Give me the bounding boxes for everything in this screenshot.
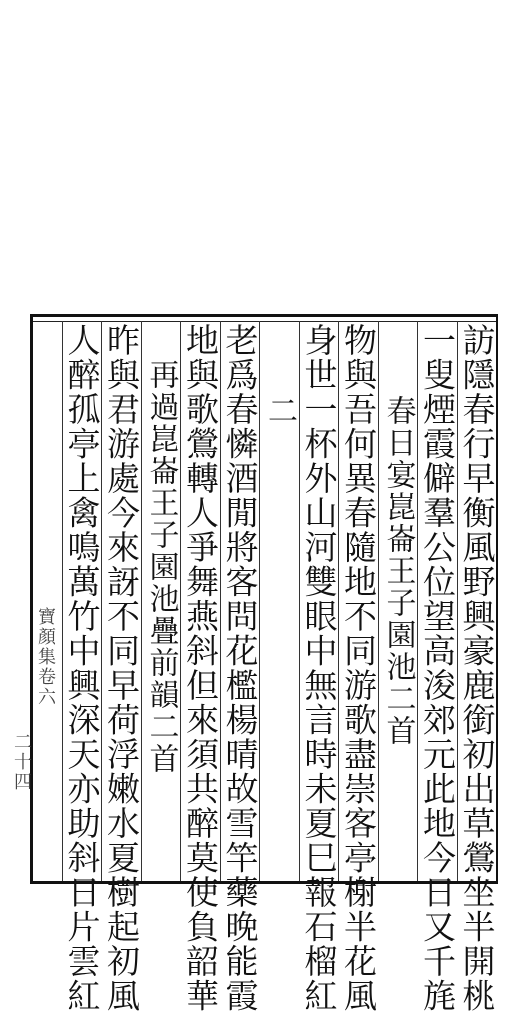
text-column: 身世一杯外山河雙眼中無言時未夏巳報石榴紅: [299, 323, 339, 1013]
text-column: 春日宴崑崙王子園池二首: [380, 395, 416, 747]
spine-title: 寶顏集卷六: [35, 607, 56, 707]
text-column: 人醉孤亭上禽鳴萬竹中興深天亦助斜日片雲紅: [62, 323, 102, 1013]
text-column: 昨與君游處今來訝不同早荷浮嫩水夏樹起初風: [102, 323, 141, 1013]
page-frame: [11, 314, 498, 1013]
text-column: 一叟煙霞僻羣公位望高浚郊元此地今日又千旄: [418, 323, 457, 1013]
text-column: 二: [262, 395, 297, 427]
text-column: 物與吾何異春隨地不同游歌盡崇客亭榭半花風: [339, 323, 378, 1013]
text-column: 訪隱春行早衡風野興豪鹿銜初出草鶯坐半開桃: [457, 323, 497, 1013]
spine-margin: [11, 321, 57, 881]
text-column: 地與歌鶯轉人爭舞燕斜但來須共醉莫使負韶華: [181, 323, 220, 1013]
text-column: 再過崑崙王子園池疊前韻二首: [143, 359, 179, 775]
text-column: 老爲春憐酒閒將客問花檻楊晴故雪竿藥晚能霞: [220, 323, 260, 1013]
folio-number: 二十四: [11, 732, 32, 792]
top-rule: [33, 321, 496, 322]
